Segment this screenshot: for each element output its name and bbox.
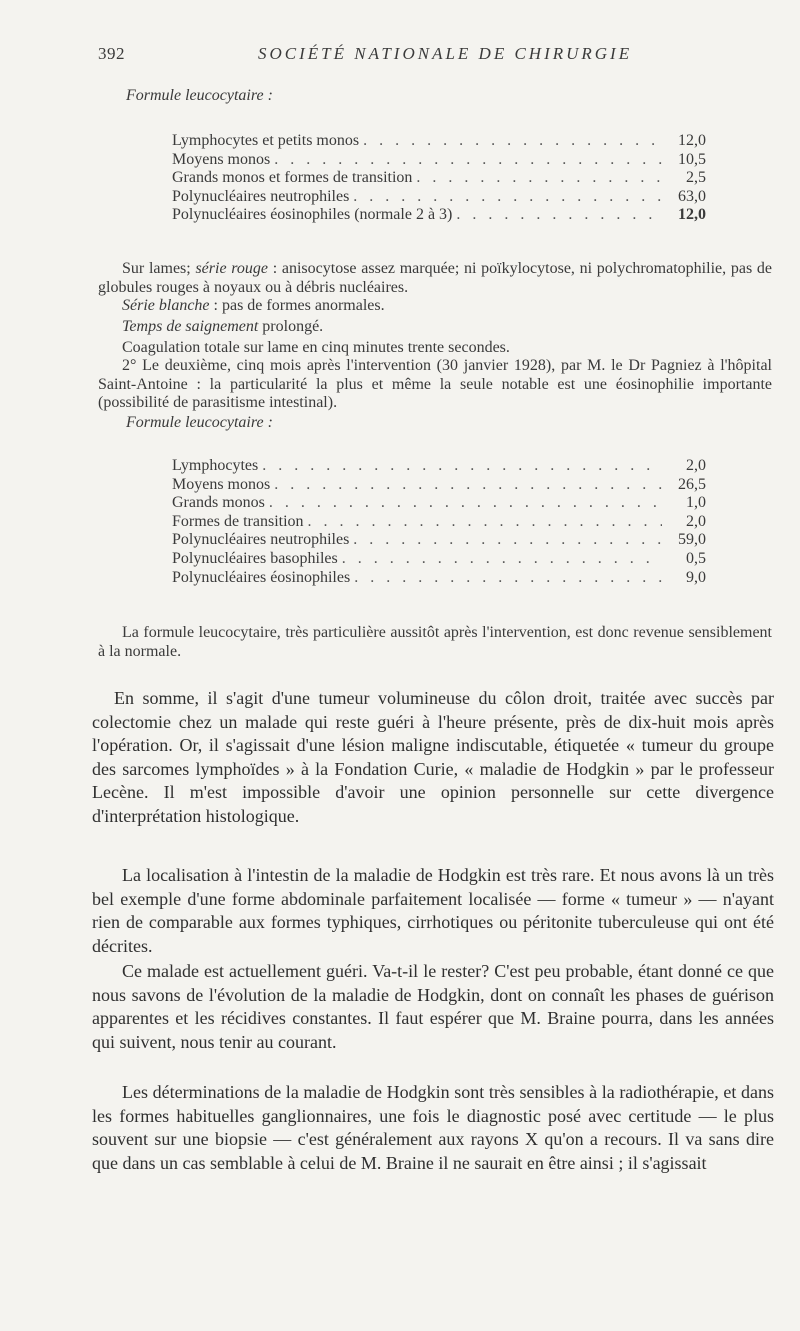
page-number: 392 <box>98 44 125 63</box>
temps-saignement-line: Temps de saignement prolongé. <box>122 318 324 335</box>
table-row: Grands monos et formes de transition . . . 2,5 <box>172 169 706 188</box>
body-paragraph-3: Ce malade est actuellement guéri. Va-t-il le rester? C'est peu probable, étant donné ce que nous savons de l'évolution de la maladie de Hodgkin, dont on connaît les phases de guérison apparentes et les récidives constantes. Il faut espérer que M. Braine pourra, dans les années qui suivent, nous tenir au courant. <box>92 961 774 1052</box>
table-row: Polynucléaires neutrophiles . . . 63,0 <box>172 188 706 207</box>
table-row: Moyens monos . . . 10,5 <box>172 151 706 170</box>
formula-conclusion: La formule leucocytaire, très particulière aussitôt après l'intervention, est donc revenue sensiblement à la normale. <box>98 624 772 660</box>
body-paragraph-4: Les déterminations de la maladie de Hodgkin sont très sensibles à la radiothérapie, et dans les formes habituelles ganglionnaires, une fois le diagnostic posé avec certitude — le plus souvent sur une biopsie — c'est généralement aux rayons X qu'on a recours. Il va sans dire que dans un cas semblable à celui de M. Braine il ne saurait en être ainsi ; il s'agissait <box>92 1082 774 1173</box>
table-row: Formes de transition . . . 2,0 <box>172 513 706 532</box>
body-paragraph-1: En somme, il s'agit d'une tumeur volumineuse du côlon droit, traitée avec succès par colectomie chez un malade qui reste guéri à l'heure présente, près de dix-huit mois après l'opération. Or, il s'agissait d'une lésion maligne indiscutable, étiquetée « tumeur du groupe des sarcomes lymphoïdes » à la Fondation Curie, « maladie de Hodgkin » par le professeur Lecène. Il m'est impossible d'avoir une opinion personnelle sur cette divergence d'interprétation histologique. <box>92 688 774 826</box>
table-row: Polynucléaires éosinophiles . . . 9,0 <box>172 569 706 588</box>
table-row: Lymphocytes . . . 2,0 <box>172 457 706 476</box>
table-row: Polynucléaires neutrophiles . . . 59,0 <box>172 531 706 550</box>
formula1-table <box>172 132 706 225</box>
body-paragraph-2: La localisation à l'intestin de la maladie de Hodgkin est très rare. Et nous avons là un très bel exemple d'une forme abdominale parfaitement localisée — forme « tumeur » — n'ayant rien de comparable aux formes typhiques, cirrhotiques ou péritonite tuberculeuse qui ont été décrites. <box>92 865 774 956</box>
table-row: Grands monos . . . 1,0 <box>172 494 706 513</box>
table-row: Lymphocytes et petits monos . . . 12,0 <box>172 132 706 151</box>
page-header <box>98 44 770 70</box>
serie-blanche-line: Série blanche : pas de formes anormales. <box>122 297 385 314</box>
formula2-title: Formule leucocytaire : <box>126 414 273 431</box>
formula1-title: Formule leucocytaire : <box>126 87 273 104</box>
table-row: Polynucléaires basophiles . . . 0,5 <box>172 550 706 569</box>
running-title: SOCIÉTÉ NATIONALE DE CHIRURGIE <box>258 44 633 63</box>
coagulation-line: Coagulation totale sur lame en cinq minutes trente secondes. <box>122 339 510 356</box>
second-exam-paragraph: 2° Le deuxième, cinq mois après l'intervention (30 janvier 1928), par M. le Dr Pagniez à l'hôpital Saint-Antoine : la particularité la plus et même la seule notable est une éosinophilie importante (possibilité de parasitisme intestinal). <box>98 357 772 412</box>
table-row: Polynucléaires éosinophiles (normale 2 à 3) . . . 12,0 <box>172 206 706 225</box>
formula2-table <box>172 457 706 587</box>
lames-paragraph: Sur lames; série rouge : anisocytose assez marquée; ni poïkylocytose, ni polychromatophilie, pas de globules rouges à noyaux ou à débris nucléaires. <box>98 260 772 296</box>
table-row: Moyens monos . . . 26,5 <box>172 476 706 495</box>
